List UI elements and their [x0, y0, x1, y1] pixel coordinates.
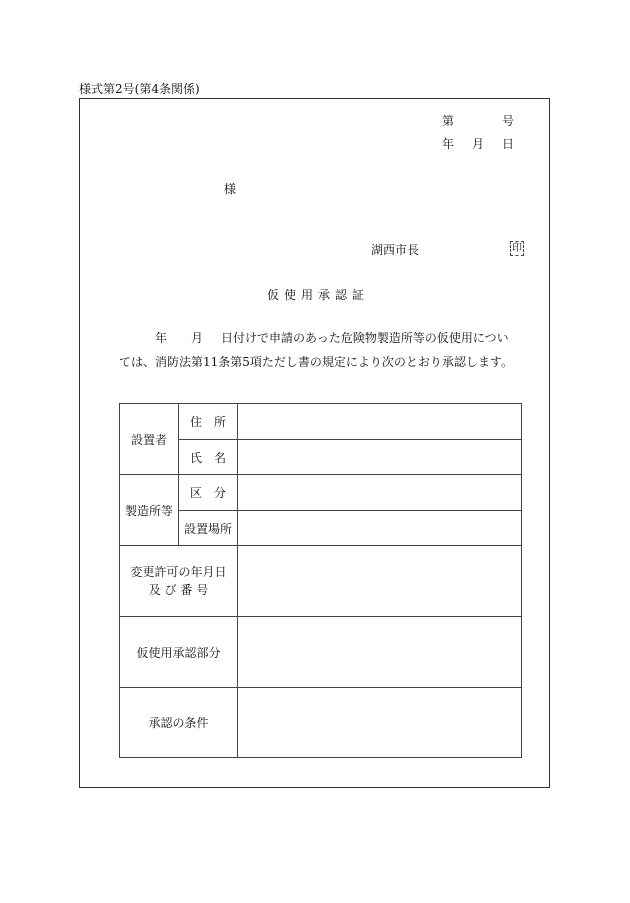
henko-line-2: 及 び 番 号 — [148, 583, 209, 597]
value-karishiyo-bubun — [238, 617, 522, 688]
cell-jusho: 住 所 — [179, 404, 238, 440]
body-paragraph — [119, 326, 524, 374]
value-jusho — [238, 404, 522, 440]
body-tsuki: 月 — [191, 331, 204, 345]
value-henko-kyoka — [238, 546, 522, 617]
header-hi: 日 — [502, 137, 515, 151]
henko-line-1: 変更許可の年月日 — [130, 565, 227, 579]
body-line-2: ては、消防法第11条第5項ただし書の規定により次のとおり承認します。 — [119, 355, 513, 369]
header-tsuki: 月 — [472, 137, 485, 151]
seal-icon: 印 — [512, 243, 522, 254]
cell-shimei: 氏 名 — [179, 440, 238, 475]
header-date-row — [442, 135, 514, 152]
cell-karishiyo-bubun: 仮使用承認部分 — [120, 617, 238, 688]
value-shimei — [238, 440, 522, 475]
cell-setchi-basho: 設置場所 — [179, 511, 238, 546]
issuer-name: 湖西市長 — [371, 243, 420, 257]
cell-kubun: 区 分 — [179, 475, 238, 511]
cell-joken: 承認の条件 — [120, 688, 238, 758]
header-dai: 第 — [442, 114, 455, 128]
addressee-suffix: 様 — [224, 182, 237, 196]
document-title: 仮使用承認証 — [267, 288, 370, 302]
body-line1-text: 日付けで申請のあった危険物製造所等の仮使用につい — [221, 331, 509, 345]
body-line-1 — [119, 326, 524, 350]
value-kubun — [238, 475, 522, 511]
value-setchi-basho — [238, 511, 522, 546]
body-nen: 年 — [155, 331, 168, 345]
header-gou: 号 — [502, 114, 515, 128]
form-number: 様式第2号(第4条関係) — [79, 82, 200, 96]
cell-setchisha: 設置者 — [120, 404, 179, 475]
cell-seizosho: 製造所等 — [120, 475, 179, 546]
value-joken — [238, 688, 522, 758]
header-nen: 年 — [442, 137, 455, 151]
seal-mark — [510, 240, 524, 256]
approval-table — [119, 403, 522, 758]
header-number-row — [442, 112, 514, 129]
cell-henko-kyoka — [120, 546, 238, 617]
